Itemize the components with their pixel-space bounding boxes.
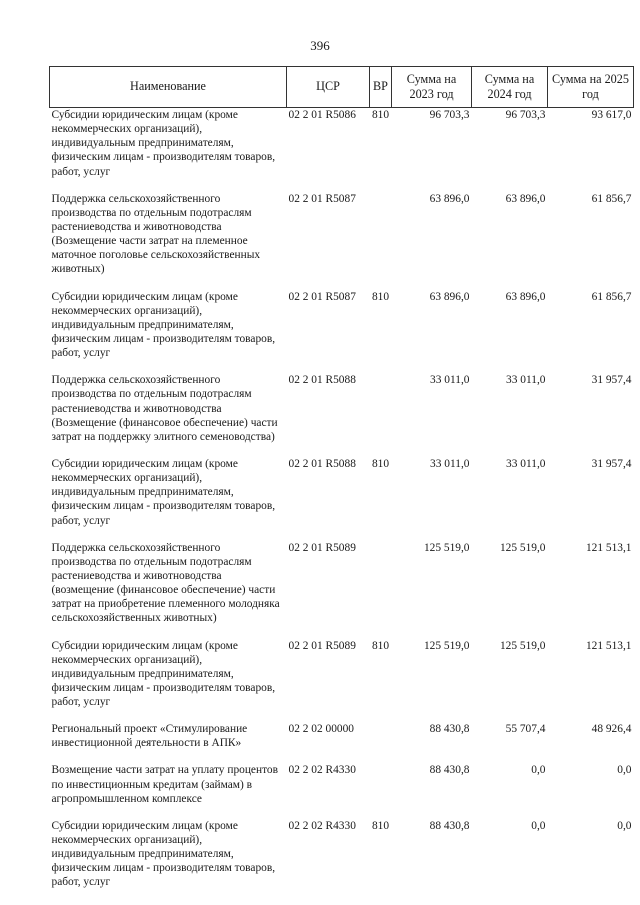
row-sum-2023: 96 703,3	[429, 109, 470, 121]
row-sum-2024: 0,0	[531, 764, 546, 777]
row-vr	[370, 192, 392, 290]
header-sum-2025: Сумма на 2025 год	[548, 67, 634, 108]
header-vr: ВР	[370, 67, 392, 108]
row-name: Субсидии юридическим лицам (кроме некоммерческих организаций), индивидуальным предпринимателям, физическим лицам - производителям товаров, работ, услуг	[51, 290, 276, 360]
row-sum-2023: 125 519,0	[423, 639, 470, 652]
row-sum-2024: 63 896,0	[505, 290, 546, 303]
row-sum-2023: 88 430,8	[429, 764, 470, 777]
row-sum-2023: 125 519,0	[423, 541, 470, 554]
row-sum-2025: 0,0	[617, 819, 632, 832]
table-row	[50, 541, 634, 639]
table-row	[50, 639, 634, 723]
row-csr: 02 2 01 R5087	[288, 192, 356, 205]
row-vr	[370, 722, 392, 763]
row-name: Поддержка сельскохозяйственного производства по отдельным подотраслям растениеводства и животноводства (возмещение (финансовое обеспечение) части затрат на приобретение племенного молодняка сельскохозяйственных животных)	[51, 541, 280, 625]
row-csr: 02 2 01 R5087	[288, 290, 356, 303]
table-row	[50, 192, 634, 290]
row-sum-2023: 33 011,0	[430, 374, 470, 387]
budget-table	[49, 66, 634, 903]
row-csr: 02 2 02 00000	[288, 723, 354, 736]
row-vr: 810	[371, 109, 390, 121]
row-sum-2023: 88 430,8	[429, 723, 470, 736]
row-sum-2023: 63 896,0	[429, 290, 470, 303]
row-sum-2023: 33 011,0	[430, 457, 470, 470]
row-name: Региональный проект «Стимулирование инвестиционной деятельности в АПК»	[51, 723, 248, 750]
row-csr: 02 2 01 R5089	[288, 639, 356, 652]
row-name: Субсидии юридическим лицам (кроме некоммерческих организаций), индивидуальным предпринимателям, физическим лицам - производителям товаров, работ, услуг	[51, 109, 276, 178]
row-sum-2025: 31 957,4	[591, 374, 632, 387]
row-sum-2025: 61 856,7	[591, 290, 632, 303]
row-csr: 02 2 02 R4330	[288, 819, 356, 832]
table-header-row	[50, 67, 634, 108]
row-sum-2024: 96 703,3	[505, 109, 546, 121]
table-row	[50, 763, 634, 818]
row-csr: 02 2 01 R5088	[288, 457, 356, 470]
table-row	[50, 819, 634, 903]
row-csr: 02 2 01 R5089	[288, 541, 356, 554]
row-csr: 02 2 01 R5086	[288, 109, 356, 121]
row-csr: 02 2 01 R5088	[288, 374, 356, 387]
row-name: Субсидии юридическим лицам (кроме некоммерческих организаций), индивидуальным предпринимателям, физическим лицам - производителям товаров, работ, услуг	[51, 457, 276, 527]
row-name: Субсидии юридическим лицам (кроме некоммерческих организаций), индивидуальным предпринимателям, физическим лицам - производителям товаров, работ, услуг	[51, 639, 276, 709]
row-sum-2025: 121 513,1	[585, 541, 632, 554]
row-sum-2025: 0,0	[617, 764, 632, 777]
table-row	[50, 722, 634, 763]
row-sum-2024: 125 519,0	[499, 541, 546, 554]
row-name: Субсидии юридическим лицам (кроме некоммерческих организаций), индивидуальным предпринимателям, физическим лицам - производителям товаров, работ, услуг	[51, 819, 276, 889]
row-vr	[370, 373, 392, 457]
row-sum-2025: 61 856,7	[591, 192, 632, 205]
row-sum-2024: 33 011,0	[506, 457, 546, 470]
page-number: 396	[310, 38, 330, 53]
row-sum-2024: 0,0	[531, 819, 546, 832]
row-sum-2024: 125 519,0	[499, 639, 546, 652]
row-sum-2024: 55 707,4	[505, 723, 546, 736]
row-csr: 02 2 02 R4330	[288, 764, 356, 777]
header-sum-2024: Сумма на 2024 год	[472, 67, 548, 108]
row-sum-2023: 88 430,8	[429, 819, 470, 832]
row-vr	[370, 541, 392, 639]
header-name: Наименование	[50, 67, 287, 108]
row-vr	[370, 763, 392, 818]
row-vr: 810	[371, 819, 390, 832]
table-row	[50, 108, 634, 192]
row-sum-2024: 63 896,0	[505, 192, 546, 205]
table-row	[50, 457, 634, 541]
row-vr: 810	[371, 457, 390, 470]
table-row	[50, 373, 634, 457]
row-sum-2024: 33 011,0	[506, 374, 546, 387]
row-name: Возмещение части затрат на уплату процентов по инвестиционным кредитам (займам) в агропромышленном комплексе	[51, 764, 278, 805]
row-sum-2025: 121 513,1	[585, 639, 632, 652]
header-csr: ЦСР	[287, 67, 370, 108]
row-vr: 810	[371, 639, 390, 652]
row-vr: 810	[371, 290, 390, 303]
table-row	[50, 290, 634, 374]
row-name: Поддержка сельскохозяйственного производства по отдельным подотраслям растениеводства и животноводства (Возмещение (финансовое обеспечение) части затрат на поддержку элитного семеноводства)	[51, 374, 278, 443]
header-sum-2023: Сумма на 2023 год	[392, 67, 472, 108]
row-sum-2025: 93 617,0	[591, 109, 632, 121]
row-name: Поддержка сельскохозяйственного производства по отдельным подотраслям растениеводства и животноводства (Возмещение части затрат на племенное маточное поголовье сельскохозяйственных животных)	[51, 192, 261, 276]
row-sum-2023: 63 896,0	[429, 192, 470, 205]
row-sum-2025: 31 957,4	[591, 457, 632, 470]
row-sum-2025: 48 926,4	[591, 723, 632, 736]
